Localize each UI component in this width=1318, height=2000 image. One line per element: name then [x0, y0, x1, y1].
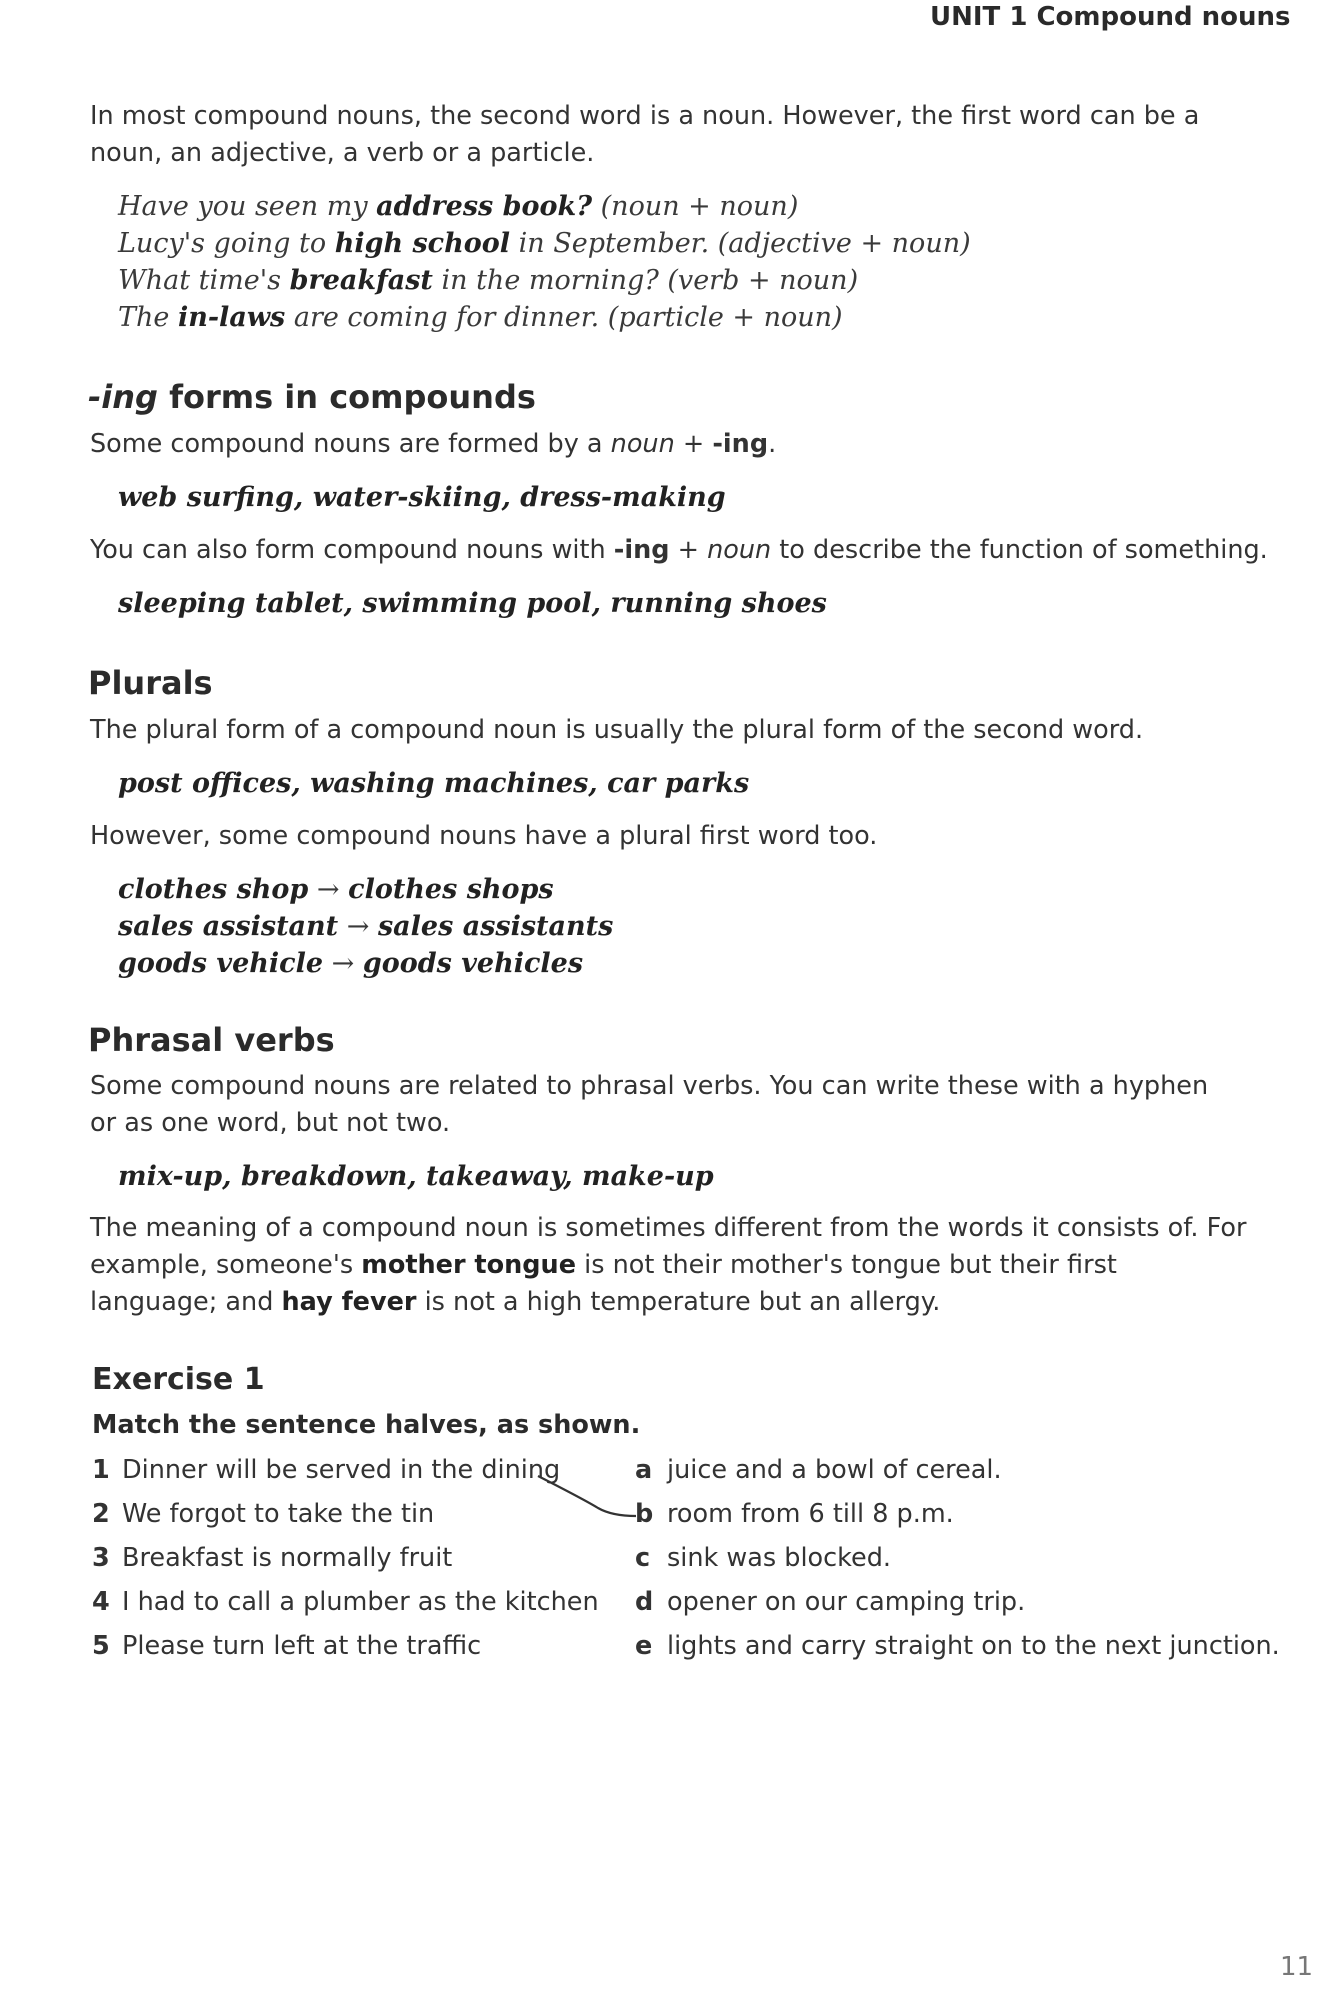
- section-heading-plurals: Plurals: [88, 664, 213, 702]
- plural-pair: sales assistant → sales assistants: [118, 911, 614, 942]
- left-half-item: 5 Please turn left at the traffic: [92, 1631, 482, 1661]
- plurals-example-1: post offices, washing machines, car parks: [118, 768, 750, 799]
- plural-pair: goods vehicle → goods vehicles: [118, 948, 584, 979]
- example-line: Have you seen my address book? (noun + noun): [118, 191, 799, 222]
- plurals-paragraph-1: The plural form of a compound noun is usually the plural form of the second word.: [90, 715, 1144, 745]
- ing-paragraph-1: Some compound nouns are formed by a noun + -ing.: [90, 429, 777, 459]
- example-line: The in-laws are coming for dinner. (particle + noun): [118, 302, 843, 333]
- arrow-right-icon: →: [331, 948, 355, 979]
- right-half-item: b room from 6 till 8 p.m.: [635, 1499, 954, 1529]
- right-half-item: a juice and a bowl of cereal.: [635, 1455, 1002, 1485]
- exercise-instruction: Match the sentence halves, as shown.: [92, 1410, 641, 1440]
- intro-paragraph: In most compound nouns, the second word is a noun. However, the first word can be a noun, an adjective, a verb or a particle.: [90, 101, 1200, 168]
- left-half-item: 3 Breakfast is normally fruit: [92, 1543, 453, 1573]
- example-line: What time's breakfast in the morning? (verb + noun): [118, 265, 859, 296]
- left-half-item: 4 I had to call a plumber as the kitchen: [92, 1587, 599, 1617]
- ing-example-2: sleeping tablet, swimming pool, running shoes: [118, 588, 827, 619]
- section-heading-phrasal-verbs: Phrasal verbs: [88, 1021, 335, 1059]
- phrasal-paragraph-2: The meaning of a compound noun is sometimes different from the words it consists of. For example, someone's mother tongue is not their mother's tongue but their first language; and hay fever is not a high temperature but an allergy.: [90, 1213, 1247, 1317]
- section-heading-ing-forms: -ing forms in compounds: [88, 378, 536, 416]
- left-half-item: 1 Dinner will be served in the dining: [92, 1455, 561, 1485]
- exercise-title: Exercise 1: [92, 1362, 265, 1397]
- phrasal-paragraph-1: Some compound nouns are related to phrasal verbs. You can write these with a hyphen or as one word, but not two.: [90, 1071, 1209, 1138]
- right-half-item: e lights and carry straight on to the next junction.: [635, 1631, 1280, 1661]
- arrow-right-icon: →: [316, 874, 340, 905]
- right-half-item: c sink was blocked.: [635, 1543, 892, 1573]
- example-line: Lucy's going to high school in September. (adjective + noun): [118, 228, 971, 259]
- plural-pair: clothes shop → clothes shops: [118, 874, 554, 905]
- arrow-right-icon: →: [346, 911, 370, 942]
- right-half-item: d opener on our camping trip.: [635, 1587, 1026, 1617]
- plurals-paragraph-2: However, some compound nouns have a plural first word too.: [90, 821, 878, 851]
- page-number: 11: [1280, 1952, 1314, 1982]
- ing-paragraph-2: You can also form compound nouns with -ing + noun to describe the function of something.: [90, 535, 1268, 565]
- ing-example-1: web surfing, water-skiing, dress-making: [118, 482, 726, 513]
- phrasal-example: mix-up, breakdown, takeaway, make-up: [118, 1161, 714, 1192]
- left-half-item: 2 We forgot to take the tin: [92, 1499, 435, 1529]
- unit-header: UNIT 1 Compound nouns: [930, 2, 1291, 32]
